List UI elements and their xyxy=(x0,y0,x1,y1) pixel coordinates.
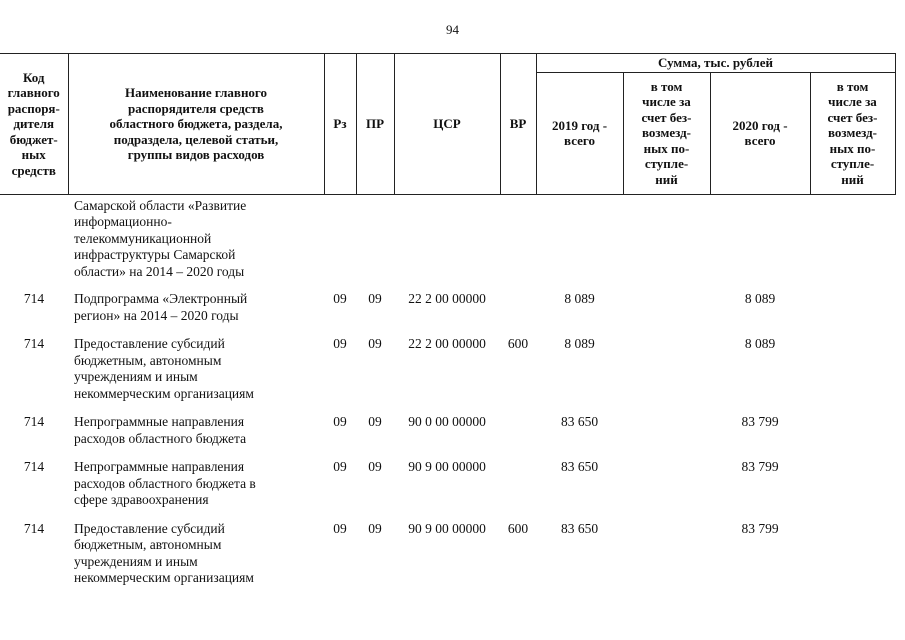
row-free-2020 xyxy=(810,512,895,590)
row-free-2019 xyxy=(623,512,710,590)
budget-table xyxy=(0,53,896,590)
row-pr: 09 xyxy=(368,414,382,429)
header-pr: ПР xyxy=(356,54,394,195)
header-csr: ЦСР xyxy=(394,54,500,195)
row-vr: 600 xyxy=(507,336,529,351)
row-name: Самарской области «Развитие информационно- телекоммуникационной инфраструктуры Самарской области» на 2014 – 2020 годы xyxy=(74,197,247,279)
row-free-2019 xyxy=(623,450,710,512)
row-sum-2019: 8 089 xyxy=(564,336,595,351)
row-name: Предоставление субсидий бюджетным, автономным учреждениям и иным некоммерческим организациям xyxy=(74,336,254,401)
row-vr xyxy=(500,194,536,282)
row-vr xyxy=(500,282,536,327)
table-row xyxy=(0,194,895,282)
row-rz xyxy=(324,194,356,282)
header-name: Наименование главного распорядителя средств областного бюджета, раздела, подраздела, целевой статьи, группы видов расходов xyxy=(68,54,324,195)
row-free-2020 xyxy=(810,405,895,450)
row-sum-2019: 83 650 xyxy=(560,520,599,536)
row-csr: 90 0 00 00000 xyxy=(408,414,486,429)
row-rz: 09 xyxy=(333,520,347,536)
row-vr xyxy=(500,405,536,450)
row-pr: 09 xyxy=(368,291,382,306)
row-code: 714 xyxy=(23,414,45,429)
row-rz: 09 xyxy=(333,414,347,429)
row-name: Предоставление субсидий бюджетным, автономным учреждениям и иным некоммерческим организациям xyxy=(74,520,254,585)
row-sum-2020: 83 799 xyxy=(741,414,779,429)
header-2020-free: в том числе за счет без- возмезд- ных по- ступле- ний xyxy=(810,72,895,194)
table-row xyxy=(0,327,895,405)
header-rz: Рз xyxy=(324,54,356,195)
row-pr: 09 xyxy=(368,336,382,351)
row-name: Непрограммные направления расходов областного бюджета в сфере здравоохранения xyxy=(74,459,256,507)
row-sum-2019: 83 650 xyxy=(560,459,599,474)
table-header xyxy=(0,54,895,195)
row-free-2020 xyxy=(810,194,895,282)
row-name: Непрограммные направления расходов областного бюджета xyxy=(74,414,247,446)
table-row xyxy=(0,512,895,590)
row-vr: 600 xyxy=(507,520,529,536)
row-sum-2020: 83 799 xyxy=(741,459,779,474)
row-name: Подпрограмма «Электронный регион» на 2014 – 2020 годы xyxy=(74,291,248,323)
row-vr xyxy=(500,450,536,512)
row-code: 714 xyxy=(23,520,45,536)
row-csr: 90 9 00 00000 xyxy=(408,459,486,474)
row-rz: 09 xyxy=(333,336,347,351)
row-free-2019 xyxy=(623,194,710,282)
row-sum-2020: 83 799 xyxy=(741,520,779,536)
table-body xyxy=(0,194,895,590)
row-free-2020 xyxy=(810,327,895,405)
row-free-2020 xyxy=(810,450,895,512)
row-sum-2020 xyxy=(710,194,810,282)
table-row xyxy=(0,450,895,512)
row-code xyxy=(0,194,68,282)
row-rz: 09 xyxy=(333,291,347,306)
header-code: Код главного распоря- дителя бюджет- ных средств xyxy=(0,54,68,195)
table-row xyxy=(0,405,895,450)
row-sum-2019: 83 650 xyxy=(560,414,599,429)
row-pr xyxy=(356,194,394,282)
row-rz: 09 xyxy=(333,459,347,474)
header-2019-free: в том числе за счет без- возмезд- ных по- ступле- ний xyxy=(623,72,710,194)
row-sum-2020: 8 089 xyxy=(744,336,776,351)
header-vr: ВР xyxy=(500,54,536,195)
header-2020-total: 2020 год - всего xyxy=(710,72,810,194)
row-csr xyxy=(394,194,500,282)
row-code: 714 xyxy=(23,291,45,306)
page-number: 94 xyxy=(446,22,459,37)
header-sum-title: Сумма, тыс. рублей xyxy=(536,54,895,73)
row-sum-2019: 8 089 xyxy=(564,291,595,306)
table-row xyxy=(0,282,895,327)
row-csr: 22 2 00 00000 xyxy=(408,291,486,306)
row-sum-2019 xyxy=(536,194,623,282)
row-pr: 09 xyxy=(368,520,382,536)
row-free-2019 xyxy=(623,327,710,405)
row-code: 714 xyxy=(23,459,45,474)
row-free-2019 xyxy=(623,405,710,450)
row-csr: 22 2 00 00000 xyxy=(408,336,486,351)
header-2019-total: 2019 год - всего xyxy=(536,72,623,194)
row-free-2020 xyxy=(810,282,895,327)
row-csr: 90 9 00 00000 xyxy=(408,520,486,536)
row-sum-2020: 8 089 xyxy=(744,291,776,306)
row-pr: 09 xyxy=(368,459,382,474)
row-code: 714 xyxy=(23,336,45,351)
row-free-2019 xyxy=(623,282,710,327)
